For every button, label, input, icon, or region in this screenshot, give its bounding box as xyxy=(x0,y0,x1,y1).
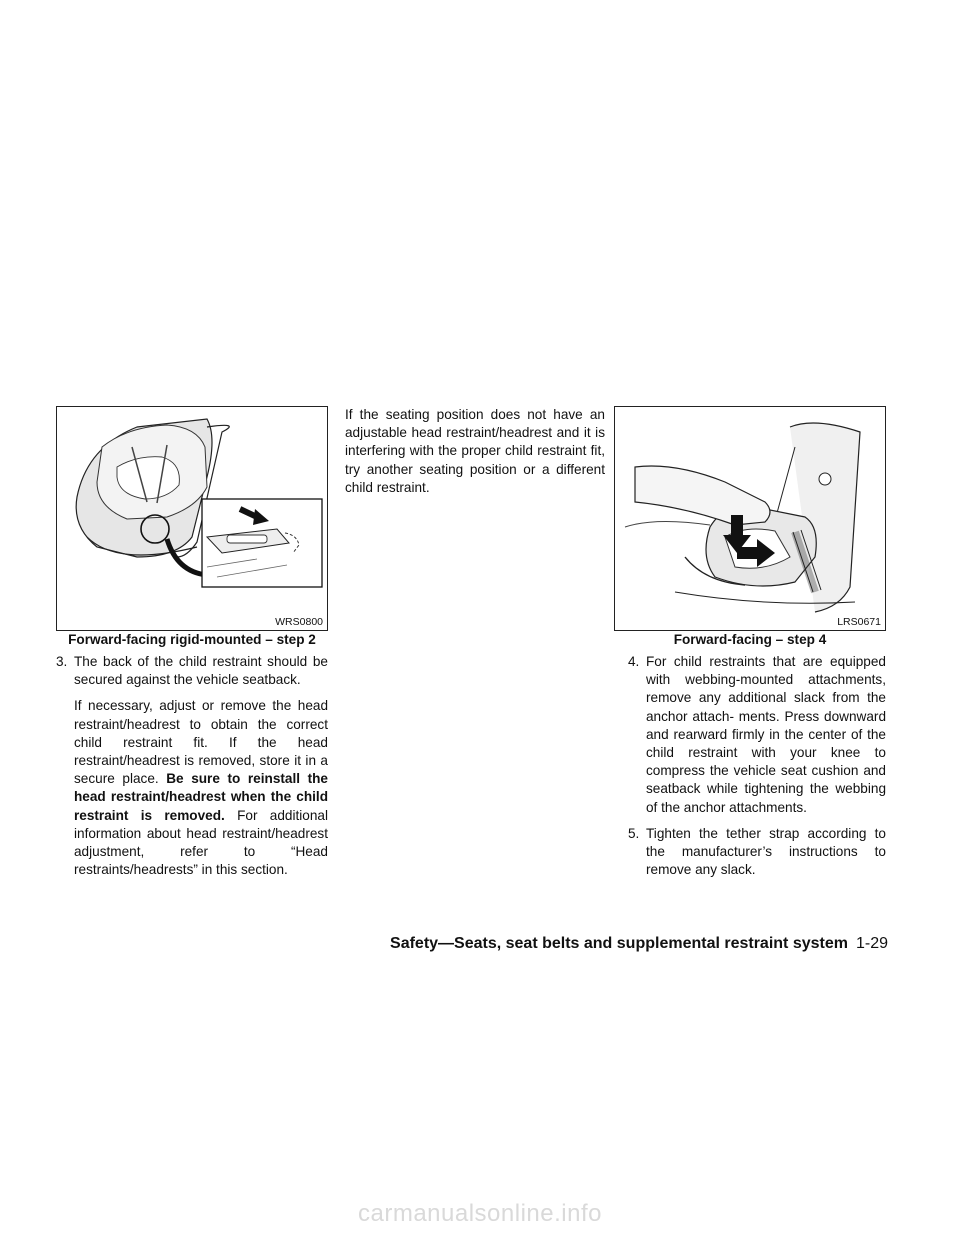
figure-caption: Forward-facing – step 4 xyxy=(673,632,827,647)
figure-child-seat-rigid-mount xyxy=(56,406,328,631)
list-text: The back of the child restraint should be secured against the vehicle seatback. xyxy=(74,654,328,688)
list-number: 4. xyxy=(628,654,640,669)
figure-child-seat-step4 xyxy=(614,406,886,631)
page-footer xyxy=(390,934,888,954)
list-item-5 xyxy=(628,825,886,880)
knee-press-illustration xyxy=(615,407,885,630)
figure-code: LRS0671 xyxy=(837,616,881,628)
list-item-4 xyxy=(628,653,886,817)
right-column xyxy=(614,406,886,887)
figure-caption: Forward-facing rigid-mounted – step 2 xyxy=(68,632,316,647)
list-text: Tighten the tether strap according to the manufacturer’s instructions to remove any slack. xyxy=(646,825,886,878)
list-item-3 xyxy=(56,653,328,689)
warning-text: Be sure to reinstall the head restraint/headrest when the child restraint is removed. xyxy=(74,771,328,823)
paragraph-text-cont: For additional information about head restraint/headrest adjustment, refer to “Head restraints/headrests” in this section. xyxy=(74,807,328,878)
paragraph-headrest xyxy=(74,697,328,879)
paragraph-text: If necessary, adjust or remove the head restraint/headrest to obtain the correct child restraint fit. If the head restraint/headrest is removed, store it in a secure place. xyxy=(74,698,328,787)
list-text: For child restraints that are equipped with webbing-mounted attachments, remove any additional slack from the anchor attach- ments. Press downward and rearward firmly in the center of the child restraint with your knee to compress the vehicle seat cushion and seatback while tightening the webbing of the anchor attachments. xyxy=(646,654,886,815)
figure-code: WRS0800 xyxy=(275,616,323,628)
list-number: 5. xyxy=(628,825,640,841)
watermark: carmanualsonline.info xyxy=(358,1200,602,1227)
list-number: 3. xyxy=(56,654,68,669)
page-number: 1-29 xyxy=(855,935,888,952)
child-seat-illustration xyxy=(57,407,327,630)
paragraph-no-headrest: If the seating position does not have an adjustable head restraint/headrest and it is interfering with the proper child restraint fit, try another seating position or a different child restraint. xyxy=(345,407,605,495)
section-title: Safety—Seats, seat belts and supplemental restraint system xyxy=(390,935,848,952)
middle-column xyxy=(345,406,605,497)
left-column xyxy=(56,406,328,887)
